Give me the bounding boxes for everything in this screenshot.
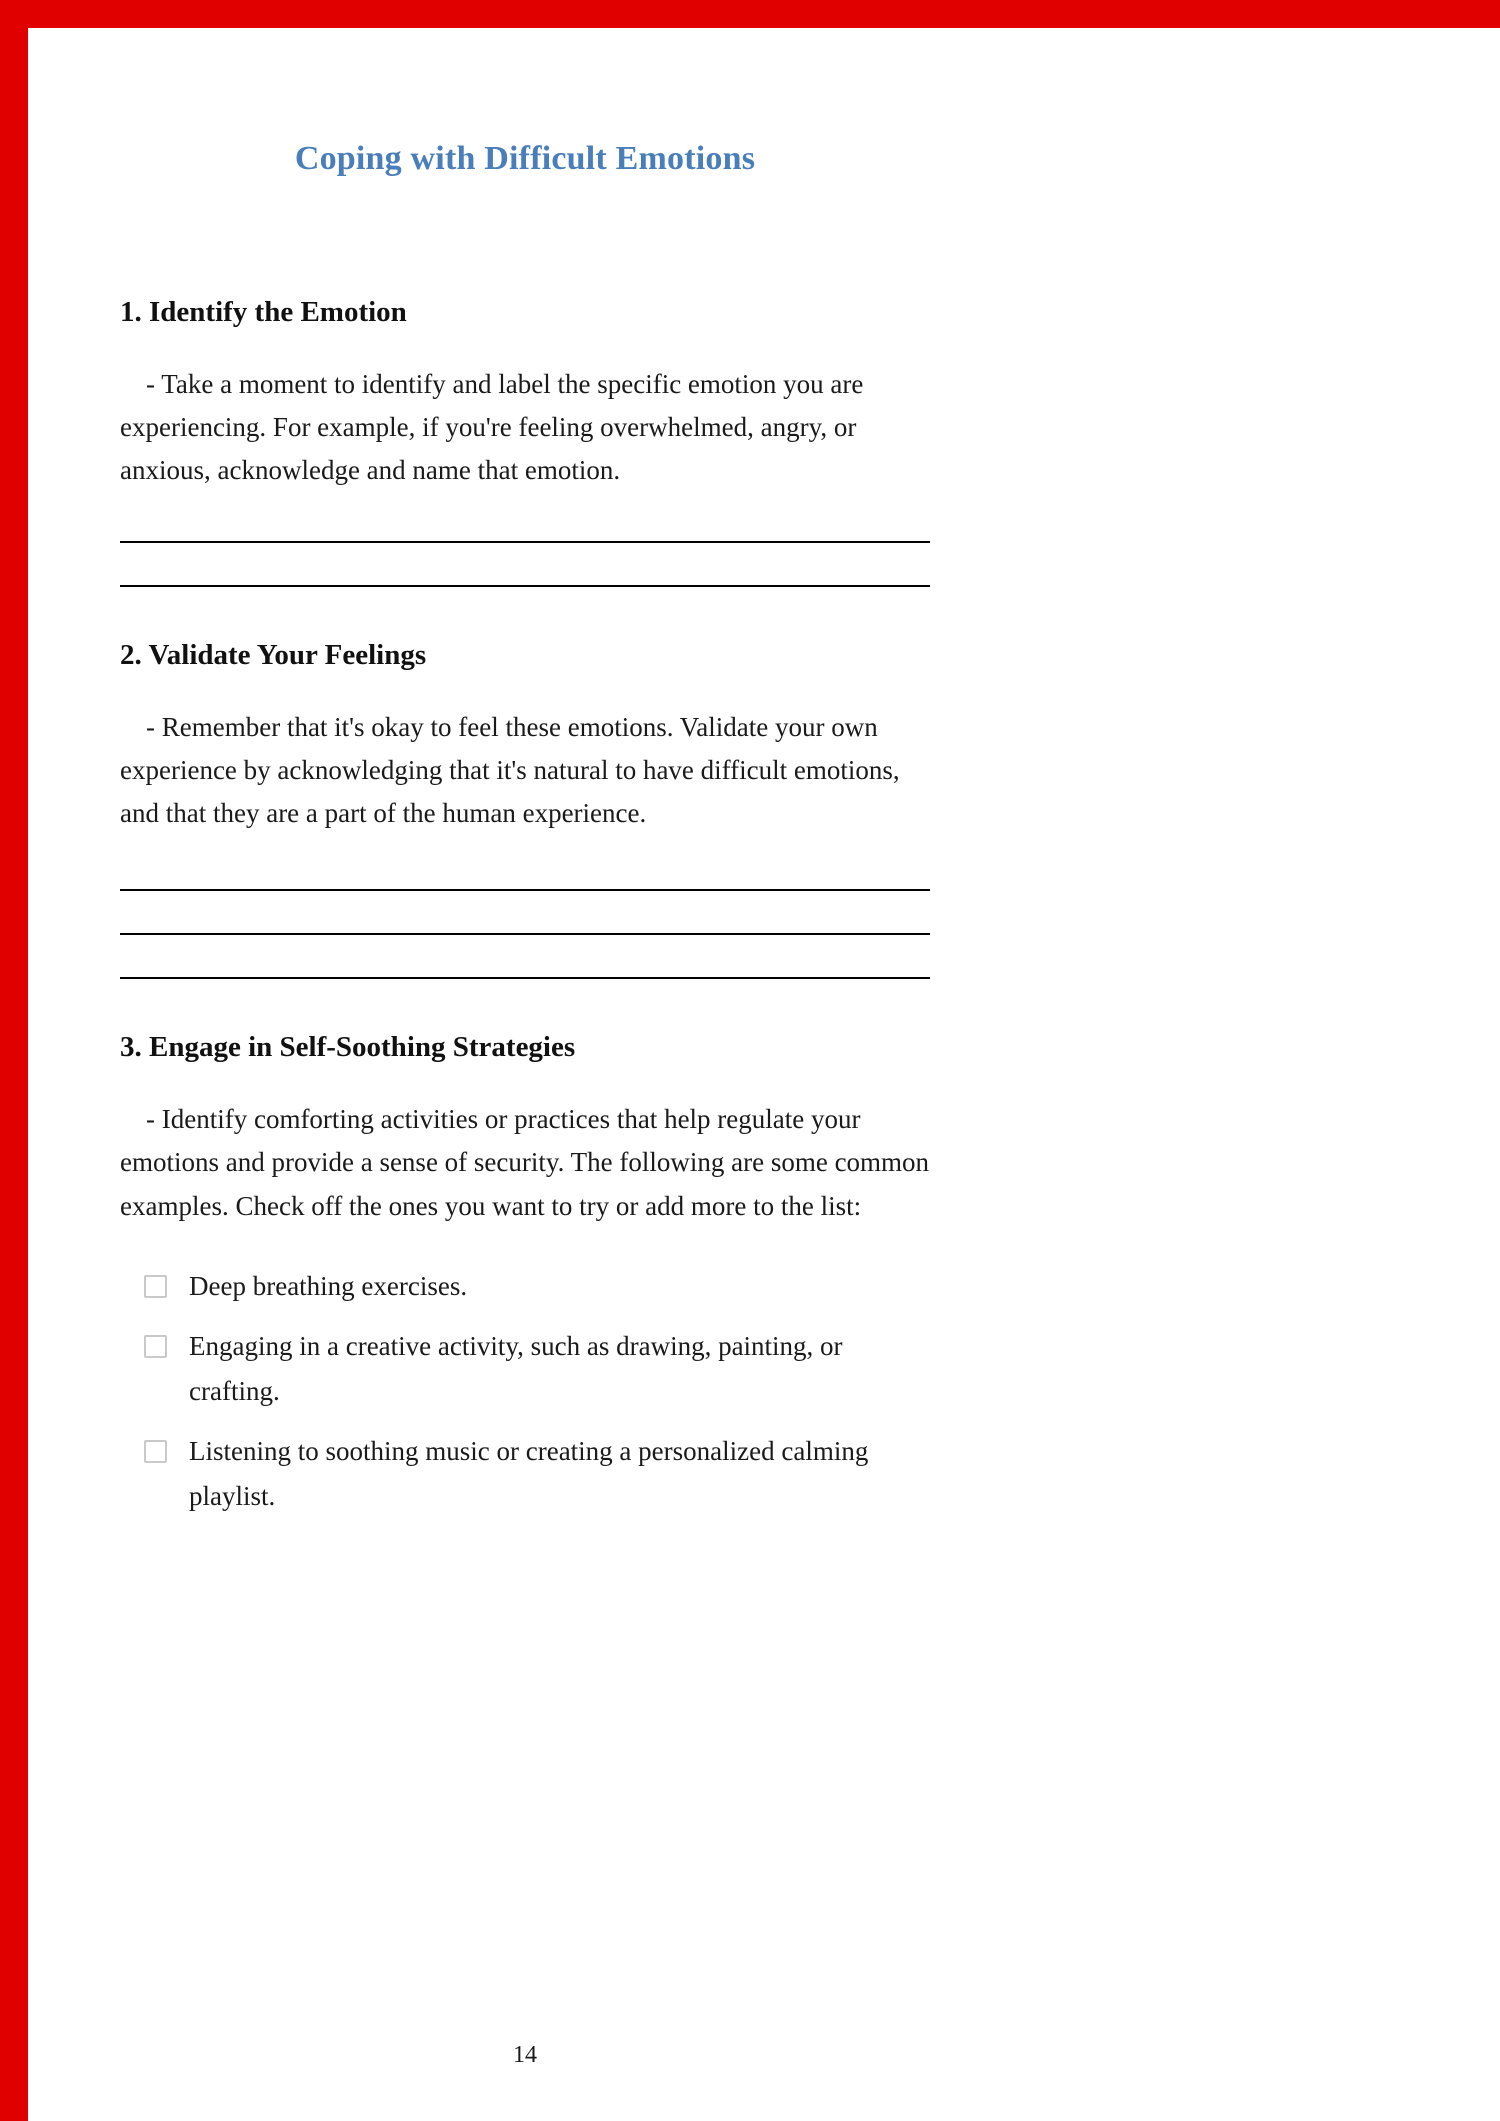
checklist-item-label: Engaging in a creative activity, such as drawing, painting, or crafting. — [189, 1331, 843, 1406]
section-heading: 3. Engage in Self-Soothing Strategies — [120, 1031, 576, 1064]
answer-line — [120, 585, 930, 587]
section-body-text: - Remember that it's okay to feel these emotions. Validate your own experience by acknowledging that it's natural to have difficult emotions, and that they are a part of the human experience. — [120, 711, 900, 828]
checklist-item-label: Deep breathing exercises. — [189, 1270, 468, 1301]
answer-line — [120, 977, 930, 979]
section-heading: 2. Validate Your Feelings — [120, 638, 427, 671]
page-number: 14 — [513, 2042, 537, 2068]
checklist-item-label: Listening to soothing music or creating a personalized calming playlist. — [189, 1436, 869, 1511]
page-content — [120, 28, 930, 1518]
section-validate-feelings — [120, 639, 930, 980]
checkbox-icon[interactable] — [144, 1275, 167, 1298]
self-soothing-checklist — [130, 1264, 930, 1519]
page-title: Coping with Difficult Emotions — [294, 140, 756, 177]
section-body-text: - Take a moment to identify and label the specific emotion you are experiencing. For example, if you're feeling overwhelmed, angry, or anxious, acknowledge and name that emotion. — [120, 369, 864, 486]
answer-lines-group — [120, 541, 930, 587]
list-item — [130, 1264, 930, 1309]
page-left-border — [0, 0, 28, 2121]
section-body-text: - Identify comforting activities or practices that help regulate your emotions and provide a sense of security. The following are some common examples. Check off the ones you want to try or add more to the list: — [120, 1104, 930, 1221]
checkbox-icon[interactable] — [144, 1440, 167, 1463]
checkbox-icon[interactable] — [144, 1335, 167, 1358]
section-identify-emotion — [120, 296, 930, 587]
answer-line — [120, 541, 930, 543]
list-item — [130, 1324, 930, 1413]
answer-lines-group — [120, 889, 930, 979]
section-self-soothing — [120, 1031, 930, 1518]
section-heading: 1. Identify the Emotion — [120, 296, 407, 328]
list-item — [130, 1429, 930, 1518]
answer-line — [120, 889, 930, 891]
answer-line — [120, 933, 930, 935]
page-top-border — [0, 0, 1500, 28]
